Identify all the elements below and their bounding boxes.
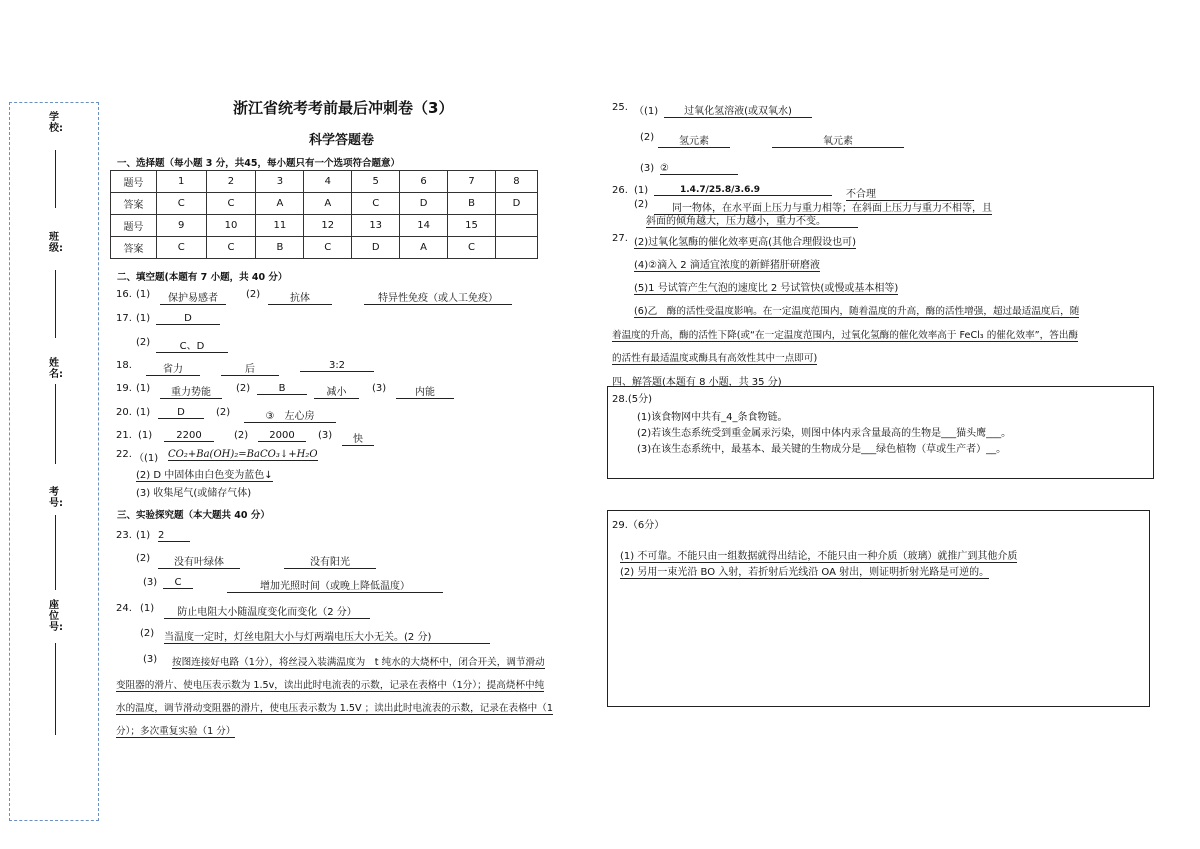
- q28-line3: (3)在该生态系统中，最基本、最关键的生物成分是___绿色植物（草或生产者）__。: [637, 444, 1007, 455]
- q22-part1: （(1): [134, 453, 159, 464]
- page-title: 浙江省统考考前最后冲刺卷（3）: [233, 99, 454, 117]
- question-number-row: [111, 215, 538, 237]
- question-number-cell: [495, 215, 537, 237]
- answer-cell: A: [256, 193, 304, 215]
- q25-answer4: ②: [660, 163, 738, 175]
- q24-answer1: 防止电阻大小随温度变化而变化（2 分）: [164, 603, 370, 619]
- q27-answer1: (2)过氧化氢酶的催化效率更高(其他合理假设也可): [634, 233, 856, 249]
- q21-number: 21.: [116, 430, 132, 441]
- name-field-line: [55, 384, 56, 464]
- section1-heading: 一、选择题（每小题 3 分，共45，每小题只有一个选项符合题意）: [117, 158, 400, 169]
- q24-answer3-line4: 分）；多次重复实验（1 分）: [116, 723, 235, 738]
- q27-answer4-line1: (6)乙 酶的活性受温度影响。在一定温度范围内，随着温度的升高，酶的活性增强，超过最适温度后，随: [634, 303, 1079, 318]
- q17-part2: (2): [136, 337, 151, 348]
- seat-label: 座位号:: [49, 600, 63, 633]
- answer-table: [110, 170, 538, 259]
- q26-number: 26.: [612, 185, 628, 196]
- q22-answer1: CO₂+Ba(OH)₂=BaCO₃↓+H₂O: [168, 449, 318, 460]
- q20-answer1: D: [158, 407, 204, 419]
- school-field-line: [55, 150, 56, 208]
- q23-answer4: C: [163, 577, 193, 589]
- q17-answer1: D: [156, 313, 220, 325]
- q23-answer1: 2: [158, 530, 190, 542]
- answer-cell: B: [448, 193, 496, 215]
- answer-cell: C: [156, 193, 206, 215]
- q26-answer3-line2: 斜面的倾角越大，压力越小，重力不变。: [646, 212, 858, 228]
- section2-heading: 二、填空题(本题有 7 小题，共 40 分）: [117, 272, 288, 283]
- question-number-cell: 7: [448, 171, 496, 193]
- answer-cell: A: [400, 237, 448, 259]
- q22-answer2: (2) D 中固体由白色变为蓝色↓: [136, 466, 273, 482]
- question-number-cell: 2: [206, 171, 256, 193]
- q21-answer1: 2200: [164, 430, 214, 442]
- q17-number: 17.: [116, 313, 132, 324]
- q19-answer4: 内能: [396, 383, 454, 399]
- answer-cell: D: [495, 193, 537, 215]
- q29-line1: (1) 不可靠。不能只由一组数据就得出结论，不能只由一种介质（玻璃）就推广到其他介质: [620, 547, 1017, 563]
- q25-number: 25.: [612, 102, 628, 113]
- q23-answer3: 没有阳光: [284, 553, 376, 569]
- q17-part1: (1): [136, 313, 151, 324]
- q19-answer2: B: [257, 383, 307, 395]
- seat-field-line: [55, 643, 56, 735]
- q24-part2: (2): [140, 628, 155, 639]
- q25-answer1: 过氧化氢溶液(或双氧水): [664, 102, 812, 118]
- answer-row: [111, 193, 538, 215]
- class-field-line: [55, 270, 56, 338]
- name-label: 姓名:: [49, 358, 63, 380]
- q21-answer2: 2000: [258, 430, 306, 442]
- q16-part1: (1): [136, 289, 151, 300]
- question-number-cell: 4: [304, 171, 352, 193]
- row-header-cell: 题号: [111, 215, 157, 237]
- q26-part2: (2): [634, 199, 649, 210]
- answer-cell: D: [400, 193, 448, 215]
- q16-answer2: 抗体: [268, 289, 332, 305]
- q21-part3: (3): [318, 430, 333, 441]
- q28-line1: (1)该食物网中共有_4_条食物链。: [637, 412, 788, 423]
- question-number-cell: 5: [352, 171, 400, 193]
- row-header-cell: 答案: [111, 193, 157, 215]
- answer-cell: C: [448, 237, 496, 259]
- q16-answer3: 特异性免疫（或人工免疫）: [364, 289, 512, 305]
- q18-answer2: 后: [221, 360, 279, 376]
- question-number-cell: 13: [352, 215, 400, 237]
- answer-cell: C: [206, 237, 256, 259]
- q20-number: 20.: [116, 407, 132, 418]
- q25-part2: (2): [640, 132, 655, 143]
- q20-part2: (2): [216, 407, 231, 418]
- question-number-cell: 14: [400, 215, 448, 237]
- question-number-cell: 9: [156, 215, 206, 237]
- q25-answer3: 氧元素: [772, 132, 904, 148]
- class-label: 班级:: [49, 232, 63, 254]
- q23-part3: (3): [143, 577, 158, 588]
- q21-answer3: 快: [342, 430, 374, 446]
- q24-answer3-line3: 水的温度，调节滑动变阻器的滑片，使电压表示数为 1.5V ；读出此时电流表的示数，记录在表格中（1: [116, 700, 553, 715]
- q25-answer2: 氢元素: [658, 132, 730, 148]
- row-header-cell: 题号: [111, 171, 157, 193]
- q26-answer3-line1: 同一物体，在水平面上压力与重力相等；在斜面上压力与重力不相等，且: [654, 199, 992, 215]
- question-number-cell: 1: [156, 171, 206, 193]
- q23-answer2: 没有叶绿体: [158, 553, 240, 569]
- q27-answer3: (5)1 号试管产生气泡的速度比 2 号试管快(或慢或基本相等): [634, 279, 898, 295]
- question-number-cell: 15: [448, 215, 496, 237]
- q24-part3: (3): [143, 654, 158, 665]
- q24-answer3-line2: 变阻器的滑片、使电压表示数为 1.5v，读出此时电流表的示数，记录在表格中（1分）；提高烧杯中纯: [116, 677, 544, 692]
- q23-part1: (1): [136, 530, 151, 541]
- binding-strip: [9, 102, 99, 821]
- answer-cell: C: [156, 237, 206, 259]
- exam-no-field-line: [55, 515, 56, 590]
- q18-answer3: 3:2: [300, 360, 374, 372]
- q28-line2: (2)若该生态系统受到重金属汞污染，则图中体内汞含量最高的生物是___猫头鹰___。: [637, 428, 1012, 439]
- q25-part3: (3): [640, 163, 655, 174]
- q26-answer2: 不合理: [846, 185, 974, 201]
- q28-title: 28.(5分): [612, 394, 653, 405]
- q19-answer1: 重力势能: [160, 383, 222, 399]
- q19-part1: (1): [136, 383, 151, 394]
- answer-cell: C: [352, 193, 400, 215]
- answer-cell: B: [256, 237, 304, 259]
- q29-title: 29.（6分）: [612, 520, 665, 531]
- q27-answer4-line3: 的活性有最适温度或酶具有高效性其中一点即可): [612, 350, 817, 365]
- answer-cell: C: [304, 237, 352, 259]
- answer-cell: [495, 237, 537, 259]
- q23-answer5: 增加光照时间（或晚上降低温度）: [227, 577, 443, 593]
- q20-answer2: ③ 左心房: [244, 407, 336, 423]
- q18-answer1: 省力: [146, 360, 200, 376]
- q24-number: 24.: [116, 603, 132, 614]
- question-number-row: [111, 171, 538, 193]
- answer-cell: C: [206, 193, 256, 215]
- exam-no-label: 考号:: [49, 487, 63, 509]
- question-number-cell: 3: [256, 171, 304, 193]
- q24-answer3-line1: 按图连接好电路（1分），将丝浸入装满温度为 t 纯水的大烧杯中，闭合开关，调节滑动: [172, 654, 545, 669]
- q21-part2: (2): [234, 430, 249, 441]
- q24-part1: (1): [140, 603, 155, 614]
- q17-answer2: C、D: [156, 337, 228, 353]
- q20-part1: (1): [136, 407, 151, 418]
- q18-number: 18.: [116, 360, 132, 371]
- q22-answer3: (3) 收集尾气(或储存气体): [136, 488, 252, 499]
- q19-part2: (2): [236, 383, 251, 394]
- q19-answer3: 减小: [314, 383, 359, 399]
- q16-number: 16.: [116, 289, 132, 300]
- answer-row: [111, 237, 538, 259]
- q21-part1: (1): [138, 430, 153, 441]
- q29-line2: (2) 另用一束光沿 BO 入射，若折射后光线沿 OA 射出，则证明折射光路是可逆的。: [620, 563, 989, 579]
- q23-number: 23.: [116, 530, 132, 541]
- q29-answer-box: [607, 510, 1150, 707]
- q26-answer1: 1.4.7/25.8/3.6.9: [654, 185, 832, 196]
- row-header-cell: 答案: [111, 237, 157, 259]
- q23-part2: (2): [136, 553, 151, 564]
- answer-cell: A: [304, 193, 352, 215]
- q24-answer2: 当温度一定时，灯丝电阻大小与灯两端电压大小无关。(2 分): [164, 628, 490, 644]
- section4-heading: 四、解答题(本题有 8 小题，共 35 分): [612, 377, 782, 388]
- q27-answer2: (4)②滴入 2 滴适宜浓度的新鲜猪肝研磨液: [634, 256, 820, 272]
- q16-part2: (2): [246, 289, 261, 300]
- school-label: 学校:: [49, 112, 63, 134]
- q27-answer4-line2: 着温度的升高，酶的活性下降(或“在一定温度范围内，过氧化氢酶的催化效率高于 FeCl₃ 的催化效率”，答出酶: [612, 327, 1078, 342]
- q26-part1: (1): [634, 185, 649, 196]
- q19-number: 19.: [116, 383, 132, 394]
- section3-heading: 三、实验探究题（本大题共 40 分）: [117, 510, 270, 521]
- page-subtitle: 科学答题卷: [309, 133, 375, 148]
- q16-answer1: 保护易感者: [160, 289, 226, 305]
- answer-cell: D: [352, 237, 400, 259]
- question-number-cell: 8: [495, 171, 537, 193]
- question-number-cell: 11: [256, 215, 304, 237]
- question-number-cell: 12: [304, 215, 352, 237]
- q22-number: 22.: [116, 449, 132, 460]
- question-number-cell: 6: [400, 171, 448, 193]
- question-number-cell: 10: [206, 215, 256, 237]
- q25-part1: （(1): [634, 106, 659, 117]
- q27-number: 27.: [612, 233, 628, 244]
- q19-part3: (3): [372, 383, 387, 394]
